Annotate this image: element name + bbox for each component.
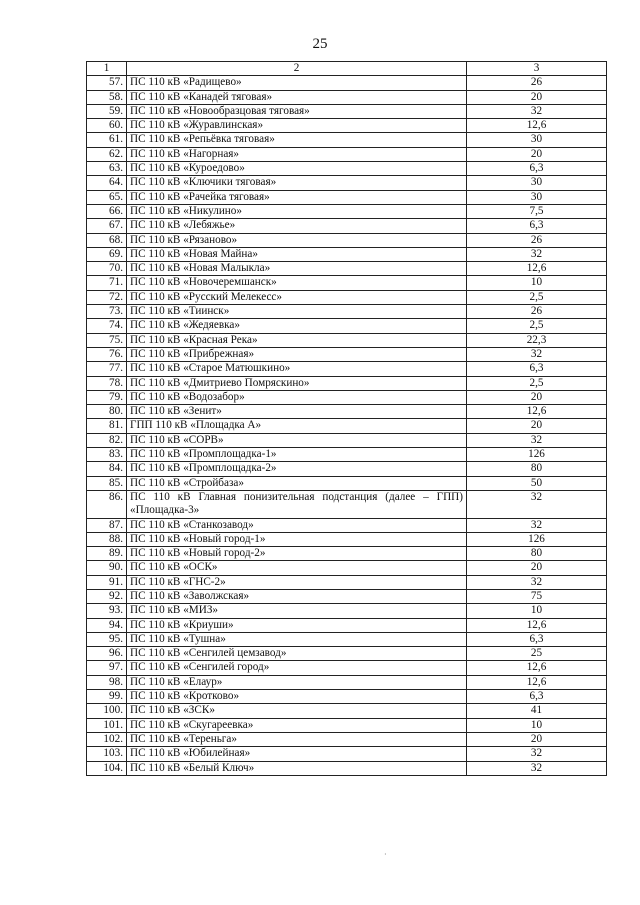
table-row <box>87 347 607 361</box>
table-row <box>87 104 607 118</box>
substation-name: ПС 110 кВ «Белый Ключ» <box>127 761 467 775</box>
table-row <box>87 518 607 532</box>
substation-name: ПС 110 кВ «Промплощадка-2» <box>127 462 467 476</box>
capacity-value: 20 <box>467 732 607 746</box>
row-number: 88. <box>87 532 127 546</box>
substation-name: ПС 110 кВ «Новая Майна» <box>127 247 467 261</box>
substation-name: ГПП 110 кВ «Площадка А» <box>127 419 467 433</box>
capacity-value: 32 <box>467 490 607 518</box>
row-number: 101. <box>87 718 127 732</box>
capacity-value: 32 <box>467 433 607 447</box>
capacity-value: 6,3 <box>467 690 607 704</box>
row-number: 104. <box>87 761 127 775</box>
table-row <box>87 233 607 247</box>
capacity-value: 20 <box>467 90 607 104</box>
row-number: 76. <box>87 347 127 361</box>
row-number: 67. <box>87 219 127 233</box>
table-row <box>87 162 607 176</box>
row-number: 58. <box>87 90 127 104</box>
substation-name: ПС 110 кВ «Радищево» <box>127 76 467 90</box>
row-number: 98. <box>87 675 127 689</box>
table-row <box>87 690 607 704</box>
table-row <box>87 732 607 746</box>
capacity-value: 2,5 <box>467 376 607 390</box>
capacity-value: 7,5 <box>467 204 607 218</box>
row-number: 83. <box>87 448 127 462</box>
substation-name: ПС 110 кВ «Дмитриево Помряскино» <box>127 376 467 390</box>
table-row <box>87 575 607 589</box>
row-number: 69. <box>87 247 127 261</box>
table-row <box>87 290 607 304</box>
stray-mark: · <box>384 850 387 859</box>
substation-name: ПС 110 кВ «Нагорная» <box>127 147 467 161</box>
row-number: 77. <box>87 362 127 376</box>
row-number: 97. <box>87 661 127 675</box>
capacity-value: 26 <box>467 76 607 90</box>
table-row <box>87 319 607 333</box>
substation-name: ПС 110 кВ «ЗСК» <box>127 704 467 718</box>
substation-name: ПС 110 кВ «Канадей тяговая» <box>127 90 467 104</box>
capacity-value: 30 <box>467 190 607 204</box>
row-number: 89. <box>87 547 127 561</box>
substation-name: ПС 110 кВ Главная понизительная подстанция (далее – ГПП) «Площадка-3» <box>127 490 467 518</box>
substation-name: ПС 110 кВ «Репьёвка тяговая» <box>127 133 467 147</box>
substation-name: ПС 110 кВ «Кротково» <box>127 690 467 704</box>
table-row <box>87 204 607 218</box>
table-row <box>87 462 607 476</box>
substation-name: ПС 110 кВ «Новочеремшанск» <box>127 276 467 290</box>
capacity-value: 32 <box>467 747 607 761</box>
substation-name: ПС 110 кВ «Новообразцовая тяговая» <box>127 104 467 118</box>
capacity-value: 50 <box>467 476 607 490</box>
substation-name: ПС 110 кВ «Русский Мелекесс» <box>127 290 467 304</box>
table-row <box>87 390 607 404</box>
table-row <box>87 490 607 518</box>
table-row <box>87 147 607 161</box>
capacity-value: 25 <box>467 647 607 661</box>
table-row <box>87 76 607 90</box>
capacity-value: 80 <box>467 547 607 561</box>
substation-name: ПС 110 кВ «Никулино» <box>127 204 467 218</box>
table-row <box>87 561 607 575</box>
capacity-value: 12,6 <box>467 405 607 419</box>
row-number: 72. <box>87 290 127 304</box>
table-row <box>87 718 607 732</box>
capacity-value: 12,6 <box>467 661 607 675</box>
row-number: 95. <box>87 632 127 646</box>
capacity-value: 22,3 <box>467 333 607 347</box>
substation-name: ПС 110 кВ «Криуши» <box>127 618 467 632</box>
table-row <box>87 547 607 561</box>
substation-name: ПС 110 кВ «Стройбаза» <box>127 476 467 490</box>
row-number: 87. <box>87 518 127 532</box>
capacity-value: 80 <box>467 462 607 476</box>
capacity-value: 2,5 <box>467 290 607 304</box>
table-row <box>87 433 607 447</box>
capacity-value: 12,6 <box>467 618 607 632</box>
capacity-value: 6,3 <box>467 219 607 233</box>
row-number: 57. <box>87 76 127 90</box>
column-header-value: 3 <box>467 62 607 76</box>
page-number: 25 <box>312 36 328 52</box>
row-number: 74. <box>87 319 127 333</box>
table-header-row <box>87 62 607 76</box>
table-row <box>87 376 607 390</box>
table-row <box>87 761 607 775</box>
table-row <box>87 90 607 104</box>
table-row <box>87 675 607 689</box>
table-row <box>87 405 607 419</box>
capacity-value: 10 <box>467 718 607 732</box>
capacity-value: 32 <box>467 247 607 261</box>
substation-name: ПС 110 кВ «МИЗ» <box>127 604 467 618</box>
row-number: 59. <box>87 104 127 118</box>
capacity-value: 126 <box>467 532 607 546</box>
row-number: 94. <box>87 618 127 632</box>
substation-name: ПС 110 кВ «Водозабор» <box>127 390 467 404</box>
capacity-value: 10 <box>467 604 607 618</box>
row-number: 80. <box>87 405 127 419</box>
row-number: 84. <box>87 462 127 476</box>
substation-name: ПС 110 кВ «Промплощадка-1» <box>127 448 467 462</box>
substation-name: ПС 110 кВ «Станкозавод» <box>127 518 467 532</box>
capacity-value: 32 <box>467 518 607 532</box>
row-number: 90. <box>87 561 127 575</box>
substation-name: ПС 110 кВ «Рязаново» <box>127 233 467 247</box>
row-number: 86. <box>87 490 127 518</box>
table-row <box>87 618 607 632</box>
table-row <box>87 632 607 646</box>
substation-name: ПС 110 кВ «Тушна» <box>127 632 467 646</box>
capacity-value: 2,5 <box>467 319 607 333</box>
row-number: 61. <box>87 133 127 147</box>
capacity-value: 32 <box>467 761 607 775</box>
substation-name: ПС 110 кВ «Новый город-1» <box>127 532 467 546</box>
table-row <box>87 276 607 290</box>
row-number: 62. <box>87 147 127 161</box>
table-row <box>87 604 607 618</box>
row-number: 75. <box>87 333 127 347</box>
row-number: 70. <box>87 262 127 276</box>
capacity-value: 26 <box>467 233 607 247</box>
substation-name: ПС 110 кВ «Прибрежная» <box>127 347 467 361</box>
substation-name: ПС 110 кВ «Старое Матюшкино» <box>127 362 467 376</box>
row-number: 78. <box>87 376 127 390</box>
capacity-value: 12,6 <box>467 675 607 689</box>
capacity-value: 75 <box>467 589 607 603</box>
substation-name: ПС 110 кВ «Зенит» <box>127 405 467 419</box>
substation-name: ПС 110 кВ «ОСК» <box>127 561 467 575</box>
substation-name: ПС 110 кВ «Тереньга» <box>127 732 467 746</box>
row-number: 66. <box>87 204 127 218</box>
substation-name: ПС 110 кВ «Заволжская» <box>127 589 467 603</box>
row-number: 85. <box>87 476 127 490</box>
substation-name: ПС 110 кВ «Новый город-2» <box>127 547 467 561</box>
capacity-value: 32 <box>467 575 607 589</box>
substation-name: ПС 110 кВ «Сенгилей цемзавод» <box>127 647 467 661</box>
substation-name: ПС 110 кВ «Елаур» <box>127 675 467 689</box>
capacity-value: 6,3 <box>467 362 607 376</box>
table-row <box>87 419 607 433</box>
substation-name: ПС 110 кВ «СОРВ» <box>127 433 467 447</box>
substation-name: ПС 110 кВ «Куроедово» <box>127 162 467 176</box>
column-header-name: 2 <box>127 62 467 76</box>
table-row <box>87 262 607 276</box>
substation-name: ПС 110 кВ «Сенгилей город» <box>127 661 467 675</box>
capacity-value: 41 <box>467 704 607 718</box>
substation-name: ПС 110 кВ «Жедяевка» <box>127 319 467 333</box>
capacity-value: 6,3 <box>467 632 607 646</box>
row-number: 81. <box>87 419 127 433</box>
table-row <box>87 219 607 233</box>
capacity-value: 6,3 <box>467 162 607 176</box>
row-number: 100. <box>87 704 127 718</box>
substation-name: ПС 110 кВ «Ключики тяговая» <box>127 176 467 190</box>
capacity-value: 12,6 <box>467 262 607 276</box>
row-number: 103. <box>87 747 127 761</box>
capacity-value: 20 <box>467 419 607 433</box>
table-row <box>87 661 607 675</box>
substation-name: ПС 110 кВ «Скугареевка» <box>127 718 467 732</box>
table-row <box>87 190 607 204</box>
capacity-value: 32 <box>467 104 607 118</box>
capacity-value: 26 <box>467 305 607 319</box>
row-number: 73. <box>87 305 127 319</box>
table-row <box>87 362 607 376</box>
table-row <box>87 133 607 147</box>
capacity-value: 12,6 <box>467 119 607 133</box>
row-number: 65. <box>87 190 127 204</box>
table-row <box>87 647 607 661</box>
capacity-value: 10 <box>467 276 607 290</box>
substation-name: ПС 110 кВ «Журавлинская» <box>127 119 467 133</box>
substation-table <box>86 61 607 776</box>
table-row <box>87 176 607 190</box>
row-number: 71. <box>87 276 127 290</box>
row-number: 60. <box>87 119 127 133</box>
table-row <box>87 747 607 761</box>
table-row <box>87 476 607 490</box>
table-row <box>87 333 607 347</box>
row-number: 99. <box>87 690 127 704</box>
capacity-value: 32 <box>467 347 607 361</box>
row-number: 68. <box>87 233 127 247</box>
row-number: 64. <box>87 176 127 190</box>
row-number: 91. <box>87 575 127 589</box>
substation-name: ПС 110 кВ «Лебяжье» <box>127 219 467 233</box>
capacity-value: 20 <box>467 390 607 404</box>
substation-name: ПС 110 кВ «Рачейка тяговая» <box>127 190 467 204</box>
row-number: 82. <box>87 433 127 447</box>
capacity-value: 126 <box>467 448 607 462</box>
table-row <box>87 532 607 546</box>
table-row <box>87 704 607 718</box>
capacity-value: 30 <box>467 133 607 147</box>
capacity-value: 20 <box>467 147 607 161</box>
row-number: 63. <box>87 162 127 176</box>
column-header-number: 1 <box>87 62 127 76</box>
table-row <box>87 305 607 319</box>
table-row <box>87 589 607 603</box>
capacity-value: 30 <box>467 176 607 190</box>
row-number: 93. <box>87 604 127 618</box>
row-number: 96. <box>87 647 127 661</box>
table-row <box>87 448 607 462</box>
substation-name: ПС 110 кВ «Тиинск» <box>127 305 467 319</box>
substation-name: ПС 110 кВ «Новая Малыкла» <box>127 262 467 276</box>
table-row <box>87 247 607 261</box>
row-number: 92. <box>87 589 127 603</box>
row-number: 102. <box>87 732 127 746</box>
row-number: 79. <box>87 390 127 404</box>
substation-name: ПС 110 кВ «ГНС-2» <box>127 575 467 589</box>
table-row <box>87 119 607 133</box>
substation-name: ПС 110 кВ «Красная Река» <box>127 333 467 347</box>
capacity-value: 20 <box>467 561 607 575</box>
substation-name: ПС 110 кВ «Юбилейная» <box>127 747 467 761</box>
